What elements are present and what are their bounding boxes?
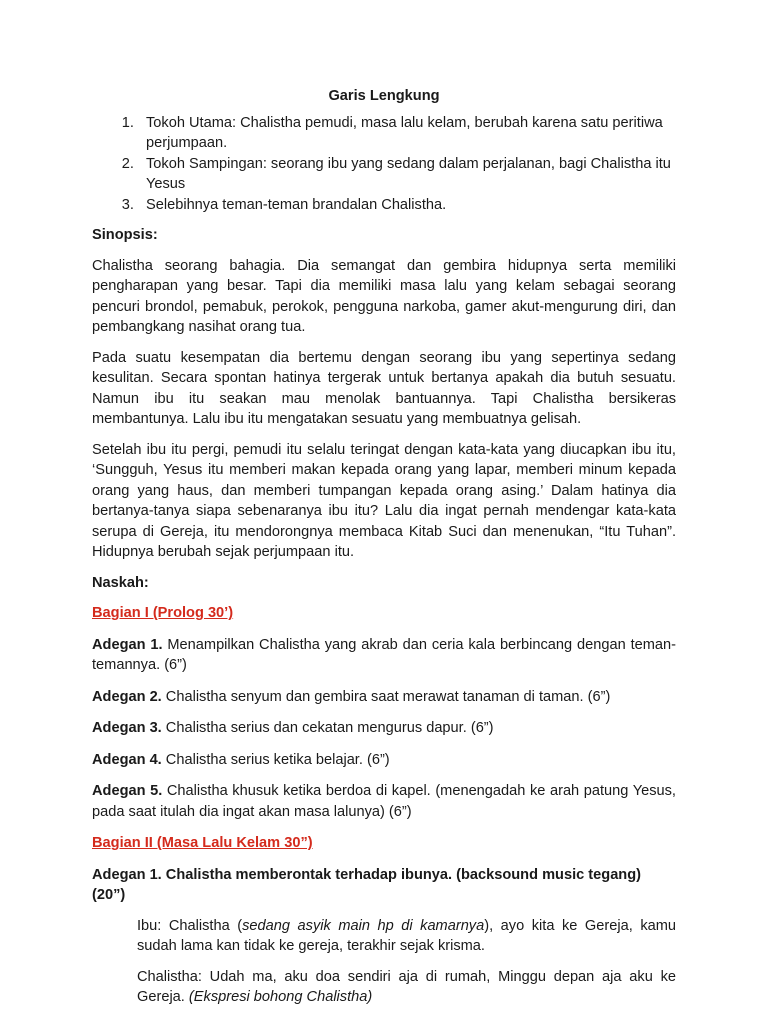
character-item: 1. Tokoh Utama: Chalistha pemudi, masa lalu kelam, berubah karena satu peritiwa perjumpaan. bbox=[138, 113, 676, 154]
sinopsis-paragraph: Pada suatu kesempatan dia bertemu dengan seorang ibu yang sepertinya sedang kesulitan. Secara spontan hatinya tergerak untuk bertanya apakah dia butuh sesuatu. Namun ibu itu seakan mau menolak bantuannya. Tapi Chalistha bersikeras membantunya. Lalu ibu itu mengatakan sesuatu yang membuatnya gelisah. bbox=[92, 349, 676, 427]
scene-text: Menampilkan Chalistha yang akrab dan ceria kala berbincang dengan teman-temannya. (6”) bbox=[92, 636, 676, 673]
document-title: Garis Lengkung bbox=[328, 88, 440, 104]
scene-item bbox=[92, 635, 676, 676]
dialog-speaker: Ibu: Chalistha ( bbox=[137, 917, 243, 934]
character-item: 2. Tokoh Sampingan: seorang ibu yang sedang dalam perjalanan, bagi Chalistha itu Yesus bbox=[138, 154, 676, 195]
scene-item bbox=[92, 718, 676, 739]
dialog-action: sedang asyik main hp di kamarnya bbox=[242, 917, 485, 934]
sinopsis-paragraph: Setelah ibu itu pergi, pemudi itu selalu teringat dengan kata-kata yang diucapkan ibu itu, ‘Sungguh, Yesus itu memberi makan kepada orang yang lapar, memberi minum kepada orang yang haus, dan memberi tumpangan kepada orang asing.’ Dalam hatinya dia bertanya-tanya siapa sebenaranya ibu itu? Lalu dia ingat pernah mendengar kata-kata serupa di Gereja, itu mendorongnya membaca Kitab Suci dan menenukan, “Itu Tuhan”. Hidupnya berubah sejak perjumpaan itu. bbox=[92, 441, 676, 560]
scene-text: Chalistha serius dan cekatan mengurus dapur. (6”) bbox=[161, 720, 494, 736]
scene-label: Adegan 2. bbox=[92, 688, 162, 705]
dialog-text: Chalistha: Udah ma, aku doa sendiri aja di rumah, Minggu depan aja aku ke Gereja. bbox=[137, 968, 676, 1005]
character-item: 3. Selebihnya teman-teman brandalan Chalistha. bbox=[138, 195, 676, 216]
dialog-text: ), ayo kita ke Gereja, kamu sudah lama kan tidak ke gereja, terakhir sejak krisma. bbox=[137, 917, 677, 954]
dialog-ibu bbox=[137, 916, 676, 957]
scene-item bbox=[92, 687, 676, 708]
scene-label: Adegan 4. bbox=[92, 751, 162, 768]
document-page bbox=[92, 86, 676, 1018]
scene-label: Adegan 5. bbox=[92, 783, 163, 799]
sinopsis-heading: Sinopsis: bbox=[92, 227, 158, 243]
scene-label: Adegan 1. bbox=[92, 636, 163, 653]
scene-text: Chalistha serius ketika belajar. (6”) bbox=[161, 751, 390, 768]
scene-item bbox=[92, 781, 676, 822]
naskah-heading: Naskah: bbox=[92, 574, 149, 591]
part2-scene1: Adegan 1. Chalistha memberontak terhadap ibunya. (backsound music tegang) (20”) bbox=[92, 866, 641, 903]
part2-heading: Bagian II (Masa Lalu Kelam 30”) bbox=[92, 835, 313, 851]
scene-label: Adegan 3. bbox=[92, 720, 162, 736]
sinopsis-paragraph: Chalistha seorang bahagia. Dia semangat dan gembira hidupnya serta memiliki pengharapan yang besar. Tapi dia memiliki masa lalu yang kelam sebagai seorang pencuri brondol, pemabuk, perokok, pengguna narkoba, gamer akut-mengurung diri, dan pembangkang nasihat orang tua. bbox=[92, 257, 676, 335]
scene-text: Chalistha senyum dan gembira saat merawat tanaman di taman. (6”) bbox=[161, 688, 611, 705]
character-list bbox=[92, 113, 676, 216]
part1-heading: Bagian I (Prolog 30’) bbox=[92, 605, 234, 621]
scene-text: Chalistha khusuk ketika berdoa di kapel. (menengadah ke arah patung Yesus, pada saat itulah dia ingat akan masa lalunya) (6”) bbox=[92, 783, 676, 820]
dialog-action: (Ekspresi bohong Chalistha) bbox=[188, 989, 373, 1005]
scene-item bbox=[92, 750, 676, 771]
dialog-chalistha bbox=[137, 967, 676, 1008]
